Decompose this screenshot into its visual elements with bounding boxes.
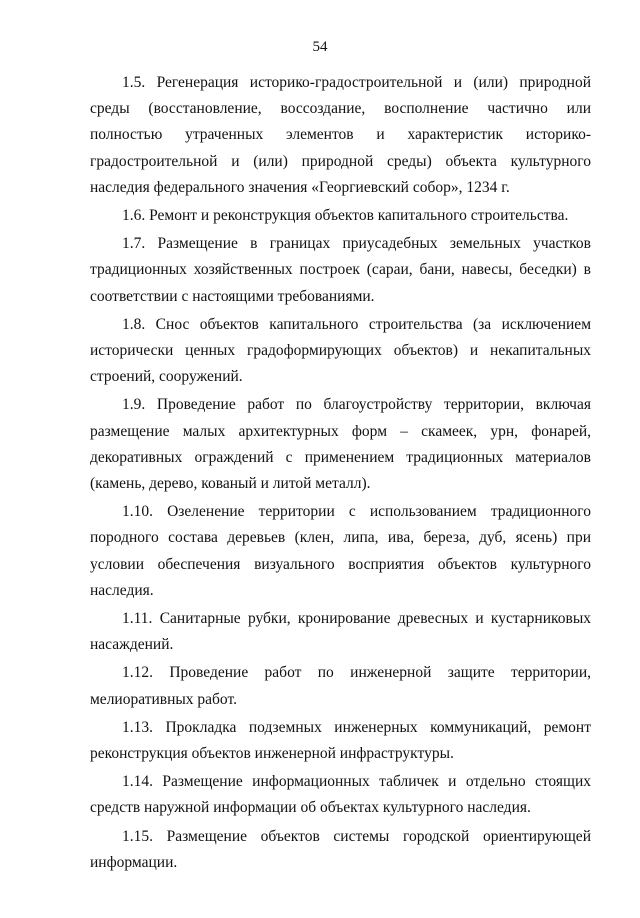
- page-number: 54: [312, 39, 328, 55]
- paragraph-1-15: 1.15. Размещение объектов системы городской ориентирующей информации.: [90, 827, 591, 871]
- paragraph-1-14: 1.14. Размещение информационных табличек и отдельно стоящих средств наружной информации об объектах культурного наследия.: [90, 773, 591, 817]
- paragraph-1-10: 1.10. Озеленение территории с использованием традиционного породного состава деревьев (клен, липа, ива, береза, дуб, ясень) при условии обеспечения визуального восприятия объектов культурного наследия.: [90, 503, 591, 599]
- paragraph-1-5: 1.5. Регенерация историко-градостроительной и (или) природной среды (восстановление, воссоздание, восполнение частично или полностью утраченных элементов и характеристик историко-градостроительной и (или) природной среды) объекта культурного наследия федерального значения «Георгиевский собор», 1234 г.: [90, 74, 591, 196]
- paragraph-1-11: 1.11. Санитарные рубки, кронирование древесных и кустарниковых насаждений.: [90, 610, 591, 654]
- paragraph-1-6: 1.6. Ремонт и реконструкция объектов капитального строительства.: [122, 207, 569, 225]
- paragraph-1-12: 1.12. Проведение работ по инженерной защите территории, мелиоративных работ.: [90, 664, 591, 708]
- paragraph-1-8: 1.8. Снос объектов капитального строительства (за исключением исторически ценных градоформирующих объектов) и некапитальных строений, сооружений.: [90, 315, 591, 386]
- document-body: [90, 70, 591, 876]
- paragraph-1-7: 1.7. Размещение в границах приусадебных земельных участков традиционных хозяйственных построек (сараи, бани, навесы, беседки) в соответствии с настоящими требованиями.: [90, 235, 591, 305]
- paragraph-1-13: 1.13. Прокладка подземных инженерных коммуникаций, ремонт реконструкция объектов инженерной инфраструктуры.: [90, 718, 591, 763]
- paragraph-1-9: 1.9. Проведение работ по благоустройству территории, включая размещение малых архитектурных форм – скамеек, урн, фонарей, декоративных ограждений с применением традиционных материалов (камень, дерево, кованый и литой металл).: [90, 396, 591, 493]
